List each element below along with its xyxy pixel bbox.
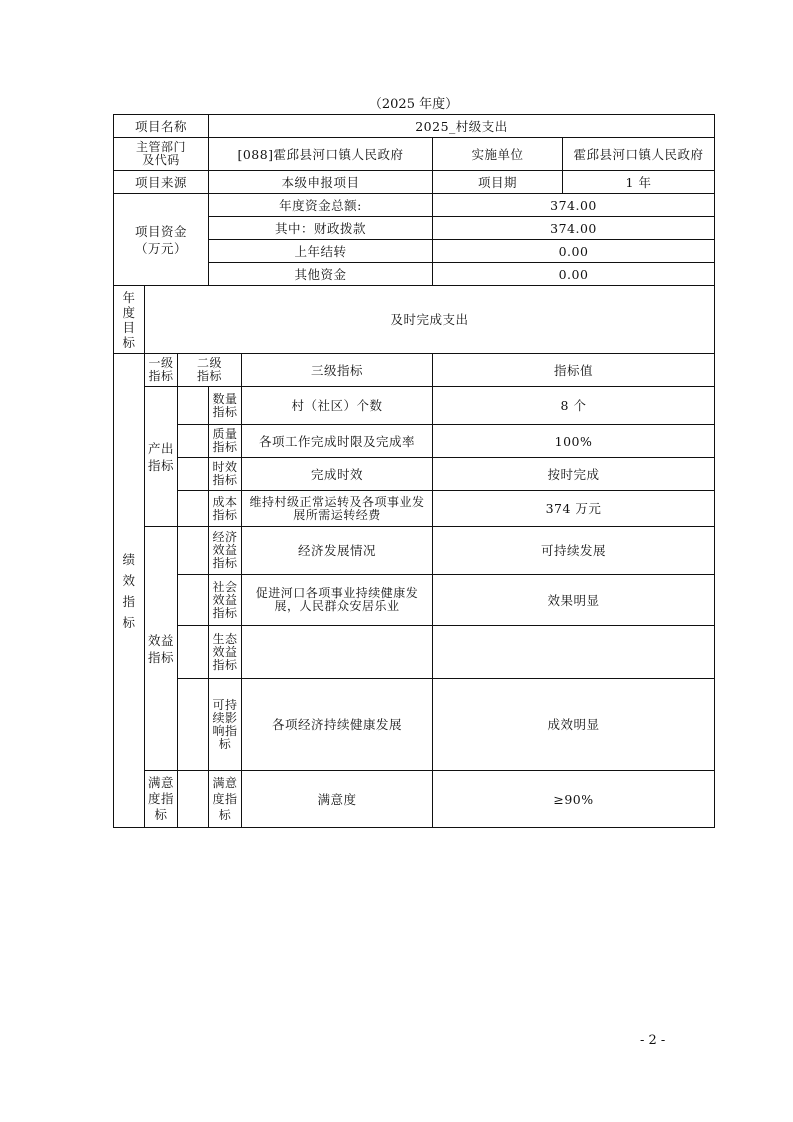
ecological-indicator-value bbox=[433, 626, 715, 679]
table-row bbox=[114, 575, 715, 626]
table-row bbox=[114, 491, 715, 527]
cost-indicator-label: 成本指标 bbox=[209, 491, 242, 527]
social-indicator-l3: 促进河口各项事业持续健康发展，人民群众安居乐业 bbox=[242, 575, 433, 626]
cell-spacer bbox=[178, 771, 209, 828]
social-indicator-label: 社会效益指标 bbox=[209, 575, 242, 626]
quantity-indicator-value: 8 个 bbox=[433, 387, 715, 425]
sustainable-indicator-value: 成效明显 bbox=[433, 679, 715, 771]
perf-header-row bbox=[114, 354, 715, 387]
source-row bbox=[114, 171, 715, 194]
period-label: 项目期 bbox=[433, 171, 563, 194]
dept-row bbox=[114, 138, 715, 171]
table-row bbox=[114, 425, 715, 458]
quality-indicator-label: 质量指标 bbox=[209, 425, 242, 458]
cost-indicator-value: 374 万元 bbox=[433, 491, 715, 527]
dept-value: [088]霍邱县河口镇人民政府 bbox=[209, 138, 433, 171]
satisfaction-row bbox=[114, 771, 715, 828]
funds-other-value: 0.00 bbox=[433, 263, 715, 286]
table-caption: （2025 年度） bbox=[368, 97, 459, 112]
page-number: - 2 - bbox=[640, 1033, 666, 1048]
quality-indicator-l3: 各项工作完成时限及完成率 bbox=[242, 425, 433, 458]
benefit-indicators-label: 效益指标 bbox=[145, 527, 178, 771]
quantity-indicator-label: 数量指标 bbox=[209, 387, 242, 425]
perf-indicators-label: 绩效指标 bbox=[114, 354, 145, 828]
timeliness-indicator-value: 按时完成 bbox=[433, 458, 715, 491]
header-level2: 二级指标 bbox=[178, 354, 242, 387]
cell-spacer bbox=[178, 527, 209, 575]
annual-goal-label: 年度目标 bbox=[114, 286, 145, 354]
funds-carryover-label: 上年结转 bbox=[209, 240, 433, 263]
annual-goal-row bbox=[114, 286, 715, 354]
output-indicators-label: 产出指标 bbox=[145, 387, 178, 527]
sustainable-indicator-l3: 各项经济持续健康发展 bbox=[242, 679, 433, 771]
funds-total-row bbox=[114, 194, 715, 217]
funds-label: 项目资金 （万元） bbox=[114, 194, 209, 286]
timeliness-indicator-label: 时效指标 bbox=[209, 458, 242, 491]
funds-other-label: 其他资金 bbox=[209, 263, 433, 286]
cell-spacer bbox=[178, 491, 209, 527]
annual-goal-text: 及时完成支出 bbox=[145, 286, 715, 354]
satisfaction-value: ≥90% bbox=[433, 771, 715, 828]
cell-spacer bbox=[178, 626, 209, 679]
sustainable-indicator-label: 可持续影响指标 bbox=[209, 679, 242, 771]
header-level3: 三级指标 bbox=[242, 354, 433, 387]
cell-spacer bbox=[178, 575, 209, 626]
funds-carryover-value: 0.00 bbox=[433, 240, 715, 263]
table-row bbox=[114, 387, 715, 425]
source-value: 本级申报项目 bbox=[209, 171, 433, 194]
economic-indicator-label: 经济效益指标 bbox=[209, 527, 242, 575]
project-name-row bbox=[114, 115, 715, 138]
table-row bbox=[114, 458, 715, 491]
satisfaction-l3: 满意度 bbox=[242, 771, 433, 828]
table-row bbox=[114, 626, 715, 679]
satisfaction-l1-label: 满意度指标 bbox=[145, 771, 178, 828]
cell-spacer bbox=[178, 679, 209, 771]
table-row bbox=[114, 527, 715, 575]
dept-label: 主管部门 及代码 bbox=[114, 138, 209, 171]
table-row bbox=[114, 679, 715, 771]
impl-unit-label: 实施单位 bbox=[433, 138, 563, 171]
timeliness-indicator-l3: 完成时效 bbox=[242, 458, 433, 491]
cost-indicator-l3: 维持村级正常运转及各项事业发展所需运转经费 bbox=[242, 491, 433, 527]
ecological-indicator-label: 生态效益指标 bbox=[209, 626, 242, 679]
social-indicator-value: 效果明显 bbox=[433, 575, 715, 626]
performance-table bbox=[113, 114, 715, 828]
economic-indicator-value: 可持续发展 bbox=[433, 527, 715, 575]
funds-fiscal-label: 其中：财政拨款 bbox=[209, 217, 433, 240]
header-level1: 一级指标 bbox=[145, 354, 178, 387]
cell-spacer bbox=[178, 387, 209, 425]
funds-fiscal-value: 374.00 bbox=[433, 217, 715, 240]
satisfaction-l2-label: 满意度指标 bbox=[209, 771, 242, 828]
funds-total-label: 年度资金总额: bbox=[209, 194, 433, 217]
cell-spacer bbox=[178, 458, 209, 491]
quality-indicator-value: 100% bbox=[433, 425, 715, 458]
quantity-indicator-l3: 村（社区）个数 bbox=[242, 387, 433, 425]
impl-unit-value: 霍邱县河口镇人民政府 bbox=[563, 138, 715, 171]
source-label: 项目来源 bbox=[114, 171, 209, 194]
ecological-indicator-l3 bbox=[242, 626, 433, 679]
cell-spacer bbox=[178, 425, 209, 458]
funds-total-value: 374.00 bbox=[433, 194, 715, 217]
project-name-label: 项目名称 bbox=[114, 115, 209, 138]
header-value: 指标值 bbox=[433, 354, 715, 387]
economic-indicator-l3: 经济发展情况 bbox=[242, 527, 433, 575]
project-name-value: 2025_村级支出 bbox=[209, 115, 715, 138]
period-value: 1 年 bbox=[563, 171, 715, 194]
